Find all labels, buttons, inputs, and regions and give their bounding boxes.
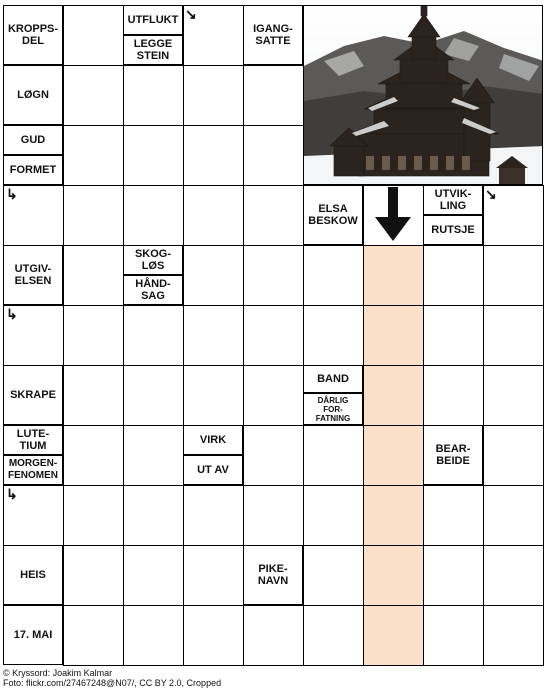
answer-cell[interactable]	[123, 365, 184, 426]
clue-lutetium: LUTE- TIUM	[3, 425, 63, 455]
clue-utflukt: UTFLUKT	[123, 5, 183, 35]
highlighted-answer-cell[interactable]	[363, 545, 424, 606]
highlighted-answer-cell[interactable]	[363, 305, 424, 366]
answer-cell[interactable]	[483, 605, 544, 666]
clue-17-mai: 17. MAI	[3, 605, 63, 665]
answer-cell[interactable]	[63, 365, 124, 426]
answer-cell[interactable]	[243, 425, 304, 486]
answer-cell[interactable]	[303, 485, 364, 546]
clue-skrape: SKRAPE	[3, 365, 63, 425]
answer-cell[interactable]	[123, 125, 184, 186]
highlighted-answer-cell[interactable]	[363, 605, 424, 666]
clue-formet: FORMET	[3, 155, 63, 185]
answer-cell[interactable]	[243, 365, 304, 426]
answer-cell[interactable]	[303, 425, 364, 486]
crossword-grid	[3, 5, 543, 665]
answer-cell[interactable]	[483, 305, 544, 366]
highlighted-answer-cell[interactable]	[363, 245, 424, 306]
answer-cell[interactable]	[183, 365, 244, 426]
answer-cell[interactable]	[123, 545, 184, 606]
arrow-down-right-icon: ↳	[6, 306, 18, 322]
clue-skoglos: SKOG- LØS	[123, 245, 183, 275]
stave-church-photo	[303, 5, 543, 185]
big-down-arrow-icon	[373, 187, 413, 243]
answer-cell[interactable]	[423, 365, 484, 426]
answer-cell[interactable]	[183, 305, 244, 366]
highlighted-answer-cell[interactable]	[363, 425, 424, 486]
answer-cell[interactable]	[243, 125, 304, 186]
clue-pikenavn: PIKE- NAVN	[243, 545, 303, 605]
clue-legge-stein: LEGGE STEIN	[123, 35, 183, 65]
answer-cell[interactable]	[183, 65, 244, 126]
answer-cell[interactable]	[243, 605, 304, 666]
credits	[3, 668, 221, 688]
answer-cell[interactable]	[423, 245, 484, 306]
arrow-down-right-icon: ↳	[6, 486, 18, 502]
credits-photo-source: Foto: flickr.com/27467248@N07/, CC BY 2.0, Cropped	[3, 678, 222, 688]
answer-cell[interactable]	[63, 605, 124, 666]
answer-cell[interactable]	[183, 605, 244, 666]
clue-rutsje: RUTSJE	[423, 215, 483, 245]
clue-utvikling: UTVIK- LING	[423, 185, 483, 215]
answer-cell[interactable]	[423, 545, 484, 606]
arrow-right-down-icon: ↘	[185, 6, 197, 22]
clue-ut-av: UT AV	[183, 455, 243, 485]
answer-cell[interactable]	[303, 245, 364, 306]
highlighted-answer-cell[interactable]	[363, 365, 424, 426]
arrow-right-down-icon: ↘	[485, 186, 497, 202]
answer-cell[interactable]	[123, 305, 184, 366]
answer-cell[interactable]	[243, 185, 304, 246]
answer-cell[interactable]	[483, 425, 544, 486]
answer-cell[interactable]	[183, 245, 244, 306]
answer-cell[interactable]	[63, 245, 124, 306]
clue-gud: GUD	[3, 125, 63, 155]
credits-puzzle-author: © Kryssord: Joakim Kalmar	[3, 668, 113, 678]
answer-cell[interactable]	[303, 305, 364, 366]
clue-elsa-beskow: ELSA BESKOW	[303, 185, 363, 245]
answer-cell[interactable]	[123, 485, 184, 546]
answer-cell[interactable]	[183, 545, 244, 606]
answer-cell[interactable]	[243, 305, 304, 366]
answer-cell[interactable]	[483, 365, 544, 426]
stave-church-image	[304, 6, 543, 185]
answer-cell[interactable]	[183, 185, 244, 246]
clue-handsag: HÅND- SAG	[123, 275, 183, 305]
answer-cell[interactable]	[423, 305, 484, 366]
answer-cell[interactable]	[483, 545, 544, 606]
answer-cell[interactable]	[63, 5, 124, 66]
clue-darlig-forfatning: DÅRLIG FOR- FATNING	[303, 393, 363, 425]
answer-cell[interactable]	[423, 605, 484, 666]
answer-cell[interactable]	[63, 125, 124, 186]
answer-cell[interactable]	[63, 545, 124, 606]
answer-cell[interactable]	[183, 125, 244, 186]
answer-cell[interactable]	[63, 425, 124, 486]
highlighted-answer-cell[interactable]	[363, 485, 424, 546]
clue-morgenfenomen: MORGEN- FENOMEN	[3, 455, 63, 485]
answer-cell[interactable]	[123, 605, 184, 666]
answer-cell[interactable]	[63, 185, 124, 246]
arrow-down-right-icon: ↳	[6, 186, 18, 202]
clue-heis: HEIS	[3, 545, 63, 605]
answer-cell[interactable]	[123, 65, 184, 126]
clue-utgivelsen: UTGIV- ELSEN	[3, 245, 63, 305]
clue-bearbeide: BEAR- BEIDE	[423, 425, 483, 485]
clue-logn: LØGN	[3, 65, 63, 125]
clue-virk: VIRK	[183, 425, 243, 455]
answer-cell[interactable]	[423, 485, 484, 546]
answer-cell[interactable]	[303, 545, 364, 606]
answer-cell[interactable]	[63, 305, 124, 366]
clue-band: BAND	[303, 365, 363, 393]
answer-cell[interactable]	[243, 65, 304, 126]
answer-cell[interactable]	[483, 485, 544, 546]
answer-cell[interactable]	[63, 65, 124, 126]
answer-cell[interactable]	[63, 485, 124, 546]
clue-igangsatte: IGANG- SATTE	[243, 5, 303, 65]
answer-cell[interactable]	[303, 605, 364, 666]
answer-cell[interactable]	[123, 425, 184, 486]
answer-cell[interactable]	[483, 245, 544, 306]
clue-kroppsdel: KROPPS- DEL	[3, 5, 63, 65]
answer-cell[interactable]	[243, 245, 304, 306]
answer-cell[interactable]	[183, 485, 244, 546]
answer-cell[interactable]	[123, 185, 184, 246]
answer-cell[interactable]	[243, 485, 304, 546]
